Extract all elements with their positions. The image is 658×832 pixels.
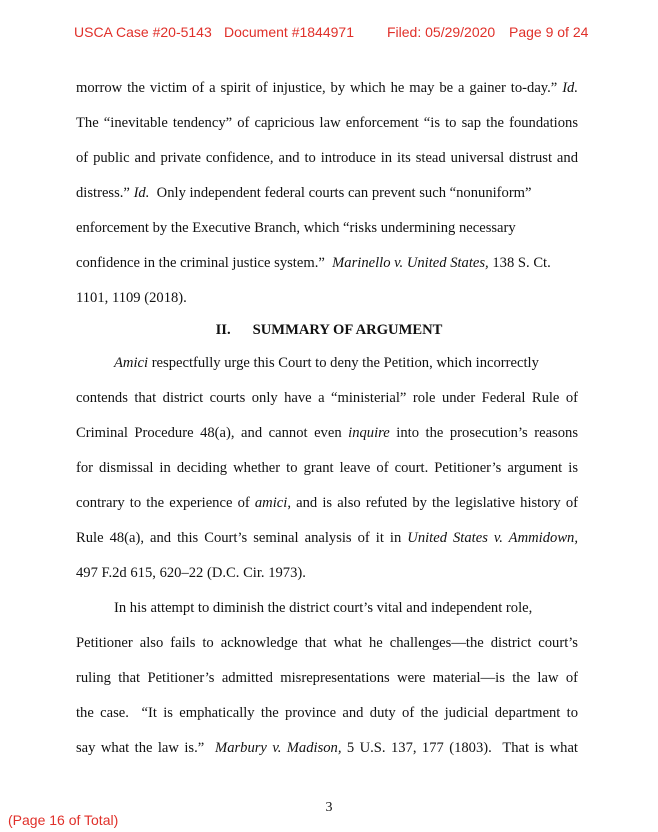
section-heading	[0, 320, 658, 340]
header-case-number: USCA Case #20-5143	[74, 24, 212, 40]
text-line	[76, 493, 578, 513]
text-span: into the prosecution’s reasons	[389, 425, 578, 441]
text-span: morrow the victim of a spirit of injustice, by which he may be a gainer to-day.”	[76, 80, 563, 96]
case-citation: Marbury v. Madison,	[215, 740, 342, 756]
text-line: the case. “It is emphatically the province and duty of the judicial department to	[76, 705, 578, 721]
text-line	[76, 738, 578, 758]
text-line	[76, 78, 578, 98]
text-span: Rule 48(a), and this Court’s seminal analysis of it in	[76, 530, 408, 546]
citation-id: Id.	[133, 185, 150, 201]
text-span: say what the law is.”	[76, 740, 216, 756]
section-title: SUMMARY OF ARGUMENT	[252, 322, 443, 338]
text-line: ruling that Petitioner’s admitted misrepresentations were material—is the law of	[76, 670, 578, 686]
italic-term: Amici	[114, 355, 149, 371]
text-line: contends that district courts only have a “ministerial” role under Federal Rule of	[76, 390, 578, 406]
text-span: 138 S. Ct.	[488, 255, 551, 271]
text-line: enforcement by the Executive Branch, which “risks undermining necessary	[76, 220, 516, 236]
text-line	[76, 528, 578, 548]
text-line	[76, 183, 532, 203]
text-span: distress.”	[76, 185, 134, 201]
text-line: of public and private confidence, and to introduce in its stead universal distrust and	[76, 150, 578, 166]
text-line: 1101, 1109 (2018).	[76, 290, 187, 306]
header-page-count: Page 9 of 24	[509, 24, 589, 40]
header-document-number: Document #1844971	[224, 24, 354, 40]
text-line: In his attempt to diminish the district court’s vital and independent role,	[114, 600, 533, 616]
italic-term: amici	[254, 495, 288, 511]
case-citation: United States v. Ammidown,	[407, 530, 578, 546]
text-span: Criminal Procedure 48(a), and cannot even	[76, 425, 349, 441]
text-span: , and is also refuted by the legislative history of	[287, 495, 578, 511]
citation-id: Id.	[562, 80, 578, 96]
text-line: Petitioner also fails to acknowledge that what he challenges—the district court’s	[76, 635, 578, 651]
text-span: 5 U.S. 137, 177 (1803). That is what	[341, 740, 578, 756]
text-span: contrary to the experience of	[76, 495, 255, 511]
text-line: for dismissal in deciding whether to grant leave of court. Petitioner’s argument is	[76, 460, 578, 476]
filing-header	[0, 24, 658, 44]
italic-term: inquire	[348, 425, 390, 441]
text-line	[114, 353, 539, 373]
text-span: confidence in the criminal justice system.”	[76, 255, 333, 271]
text-line	[76, 253, 551, 273]
text-span: respectfully urge this Court to deny the Petition, which incorrectly	[148, 355, 539, 371]
text-line: 497 F.2d 615, 620–22 (D.C. Cir. 1973).	[76, 565, 306, 581]
case-citation: Marinello v. United States,	[332, 255, 489, 271]
text-line	[76, 423, 578, 443]
page-number: 3	[325, 800, 333, 815]
text-line: The “inevitable tendency” of capricious law enforcement “is to sap the foundations	[76, 115, 578, 131]
section-number: II.	[215, 322, 231, 338]
total-page-footer: (Page 16 of Total)	[8, 812, 119, 828]
header-filed-date: Filed: 05/29/2020	[387, 24, 496, 40]
text-span: Only independent federal courts can prevent such “nonuniform”	[149, 185, 532, 201]
